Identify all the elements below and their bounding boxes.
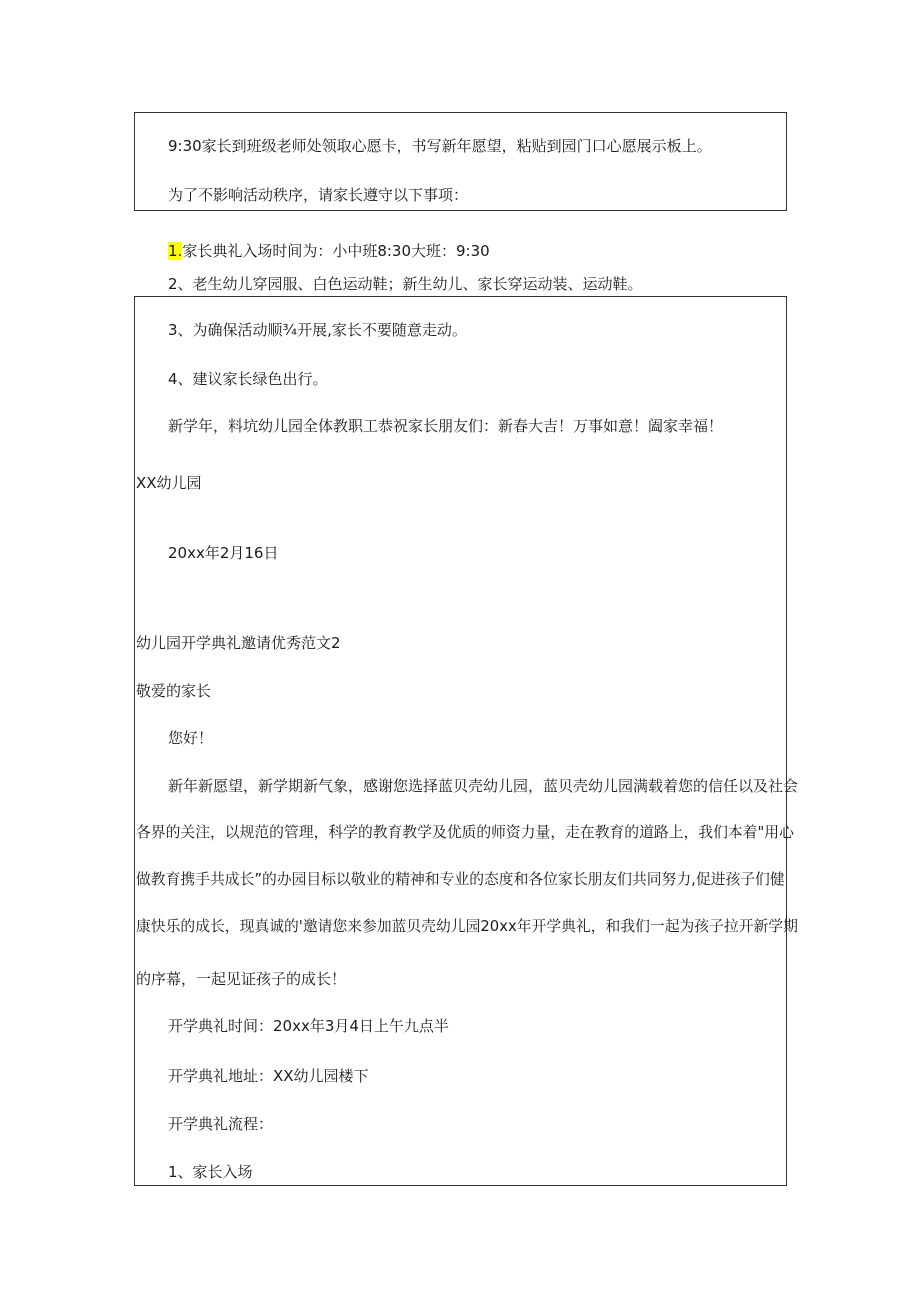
rule-item-1-text: 家长典礼入场时间为：小中班8:30大班：9:30 bbox=[182, 242, 490, 260]
greeting-paragraph: 新学年，料坑幼儿园全体教职工恭祝家长朋友们：新春大吉！万事如意！阖家幸福！ bbox=[168, 417, 724, 435]
signature-kindergarten: XX幼儿园 bbox=[136, 474, 202, 492]
rule-item-2: 2、老生幼儿穿园服、白色运动鞋；新生幼儿、家长穿运动装、运动鞋。 bbox=[168, 275, 643, 293]
invitation-line-4: 康快乐的成长，现真诚的'邀请您来参加蓝贝壳幼儿园20xx年开学典礼，和我们一起为孩子拉开新学期 bbox=[136, 918, 798, 935]
section-title: 幼儿园开学典礼邀请优秀范文2 bbox=[136, 634, 341, 652]
invitation-line-3: 做教育携手共成长”的办园目标以敬业的精神和专业的态度和各位家长朋友们共同努力,促进孩子们健 bbox=[136, 871, 785, 888]
paragraph-rules-intro: 为了不影响活动秩序，请家长遵守以下事项： bbox=[168, 186, 469, 204]
rule-item-1 bbox=[168, 241, 490, 261]
invitation-line-2: 各界的关注，以规范的管理，科学的教育教学及优质的师资力量，走在教育的道路上，我们本着"用心 bbox=[136, 824, 794, 841]
invitation-line-1: 新年新愿望，新学期新气象，感谢您选择蓝贝壳幼儿园，蓝贝壳幼儿园满载着您的信任以及社会 bbox=[168, 777, 799, 795]
ceremony-agenda-title: 开学典礼流程： bbox=[168, 1115, 274, 1133]
ceremony-time: 开学典礼时间：20xx年3月4日上午九点半 bbox=[168, 1017, 449, 1035]
rule-item-4: 4、建议家长绿色出行。 bbox=[168, 370, 328, 388]
paragraph-wish-card: 9:30家长到班级老师处领取心愿卡，书写新年愿望，粘贴到园门口心愿展示板上。 bbox=[168, 137, 712, 155]
invitation-line-5: 的序幕，一起见证孩子的成长！ bbox=[136, 970, 347, 988]
ceremony-location: 开学典礼地址：XX幼儿园楼下 bbox=[168, 1067, 369, 1085]
greeting-hello: 您好！ bbox=[168, 729, 214, 747]
signature-date: 20xx年2月16日 bbox=[168, 544, 279, 562]
highlight-number: 1. bbox=[168, 242, 183, 260]
salutation: 敬爱的家长 bbox=[136, 682, 212, 700]
rule-item-3: 3、为确保活动顺¾开展,家长不要随意走动。 bbox=[168, 321, 467, 339]
agenda-item-1: 1、家长入场 bbox=[168, 1163, 253, 1181]
